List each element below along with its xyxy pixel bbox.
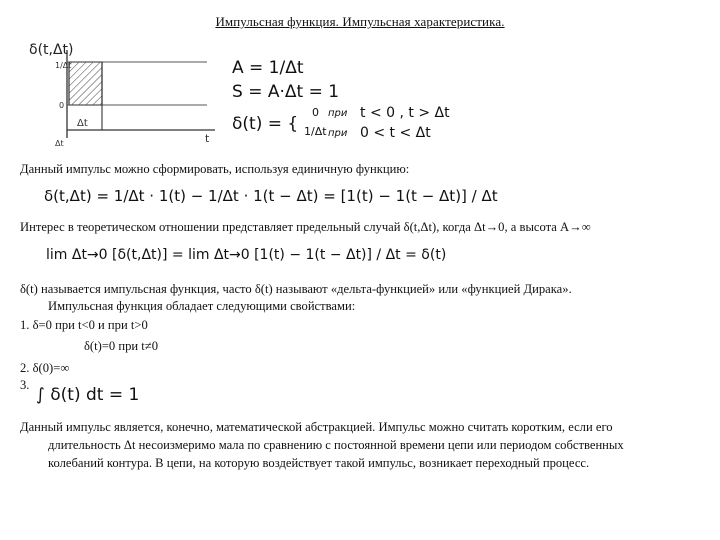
paragraph-3: δ(t) называется импульсная функция, часто δ(t) называют «дельта-функцией» или «функцией Дирака».: [20, 282, 572, 296]
x-axis-label: t: [205, 132, 210, 145]
page-title: Импульсная функция. Импульсная характеристика.: [215, 14, 505, 29]
paragraph-5-line-1: Данный импульс является, конечно, математической абстракцией. Импульс можно считать коротким, если его: [20, 420, 613, 434]
property-2: 2. δ(0)=∞: [20, 361, 70, 375]
paragraph-5-line-3: колебаний контура. В цепи, на которую воздействует такой импульс, возникает переходный процесс.: [48, 456, 590, 470]
eq-case-pulse-word: при: [328, 128, 348, 139]
property-1a: 1. δ=0 при t<0 и при t>0: [20, 318, 148, 332]
eq-amplitude: A = 1/Δt: [232, 58, 304, 78]
eq-piecewise-lhs: δ(t) = {: [232, 114, 299, 134]
tick-label-zero: 0: [59, 101, 65, 110]
tick-label-top: 1/Δt: [55, 61, 72, 70]
width-label: Δt: [77, 118, 88, 129]
property-3: 3.: [20, 378, 30, 392]
eq-limit-form: lim Δt→0 [δ(t,Δt)] = lim Δt→0 [1(t) − 1(t − Δt)] / Δt = δ(t): [46, 247, 447, 263]
pulse-figure: [25, 38, 230, 150]
eq-integral-form: ∫ δ(t) dt = 1: [36, 385, 140, 405]
eq-case-zero-value: 0: [312, 106, 319, 119]
paragraph-1: Данный импульс можно сформировать, используя единичную функцию:: [20, 162, 410, 176]
bottom-label: Δt: [55, 139, 64, 148]
eq-area: S = A·Δt = 1: [232, 82, 340, 102]
eq-case-zero-word: при: [328, 108, 348, 119]
eq-case-pulse-cond: 0 < t < Δt: [360, 125, 431, 141]
paragraph-5-line-2: длительность Δt несоизмеримо мала по сравнению с постоянной времени цепи или периодом собственных: [48, 438, 624, 452]
property-1b: δ(t)=0 при t≠0: [84, 339, 159, 353]
paragraph-4: Импульсная функция обладает следующими свойствами:: [48, 299, 356, 313]
eq-unit-step-form: δ(t,Δt) = 1/Δt · 1(t) − 1/Δt · 1(t − Δt) = [1(t) − 1(t − Δt)] / Δt: [44, 187, 498, 205]
pulse-area-hatched: [69, 62, 102, 105]
paragraph-2: Интерес в теоретическом отношении представляет предельный случай δ(t,Δt), когда Δt→0, а высота A→∞: [20, 220, 591, 234]
eq-case-pulse-value: 1/Δt: [304, 125, 327, 138]
eq-case-zero-cond: t < 0 , t > Δt: [360, 105, 450, 121]
y-axis-label: δ(t,Δt): [29, 42, 74, 58]
